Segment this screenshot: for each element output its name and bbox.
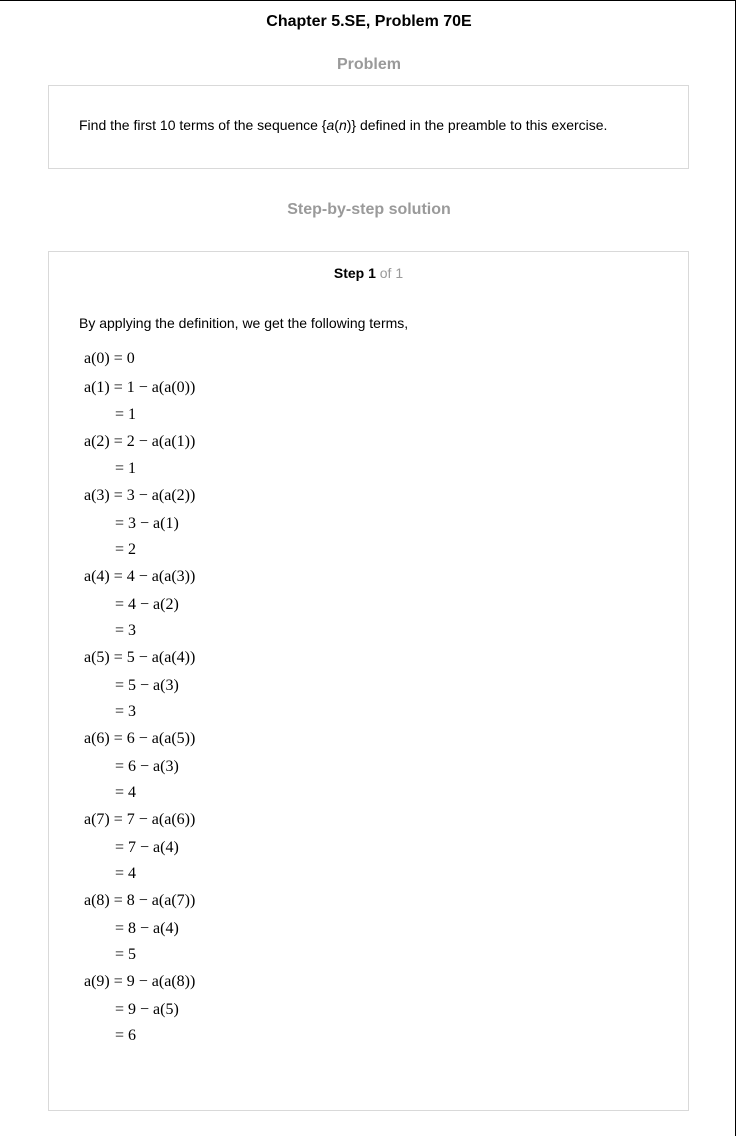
step-number: Step 1 [333,265,376,281]
problem-var-a: a [326,117,335,133]
equation-continuation: = 6 − a(3) [115,758,179,775]
problem-paren-open: ( [334,117,339,133]
equation-line: a(1) = 1 − a(a(0)) [84,379,196,396]
step-total: of 1 [375,265,404,281]
problem-text [79,117,607,133]
equation-line: a(8) = 8 − a(a(7)) [84,892,196,909]
problem-paren-close: ) [346,117,352,133]
equation-line: a(2) = 2 − a(a(1)) [84,433,196,450]
problem-text-suffix: } defined in the preamble to this exercise. [351,117,608,133]
equation-line: a(5) = 5 − a(a(4)) [84,649,196,666]
equation-continuation: = 3 [115,703,137,720]
equation-continuation: = 3 [115,622,137,639]
problem-heading: Problem [336,56,401,73]
problem-text-prefix: Find the first 10 terms of the sequence { [79,117,327,133]
equation-continuation: = 8 − a(4) [115,920,179,937]
problem-var-n: n [338,117,347,133]
equation-line: a(7) = 7 − a(a(6)) [84,811,196,828]
equation-line: a(0) = 0 [84,350,135,367]
equation-continuation: = 3 − a(1) [115,515,179,532]
problem-box [48,85,689,169]
solution-heading: Step-by-step solution [287,201,451,218]
equation-line: a(3) = 3 − a(a(2)) [84,487,196,504]
equation-list [84,344,644,1049]
equation-continuation: = 2 [115,541,137,558]
chapter-title: Chapter 5.SE, Problem 70E [266,13,472,30]
equation-continuation: = 9 − a(5) [115,1001,179,1018]
equation-continuation: = 4 − a(2) [115,596,179,613]
equation-line: a(9) = 9 − a(a(8)) [84,973,196,990]
equation-continuation: = 4 [115,784,137,801]
solution-intro: By applying the definition, we get the following terms, [79,315,409,331]
equation-continuation: = 7 − a(4) [115,839,179,856]
equation-continuation: = 4 [115,865,137,882]
equation-continuation: = 5 [115,946,137,963]
equation-line: a(6) = 6 − a(a(5)) [84,730,196,747]
equation-continuation: = 6 [115,1027,137,1044]
equation-continuation: = 1 [115,406,137,423]
equation-continuation: = 1 [115,460,137,477]
step-label [49,265,688,281]
equation-continuation: = 5 − a(3) [115,677,179,694]
equation-line: a(4) = 4 − a(a(3)) [84,568,196,585]
solution-box [48,251,689,1111]
